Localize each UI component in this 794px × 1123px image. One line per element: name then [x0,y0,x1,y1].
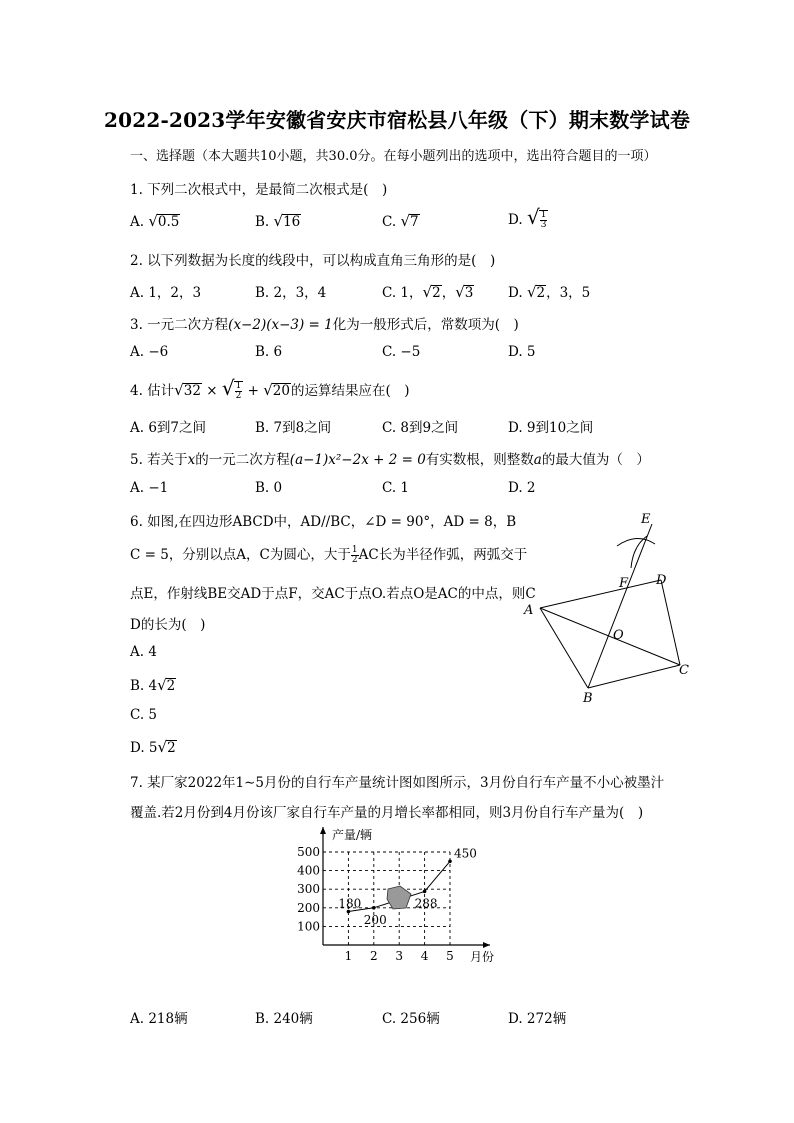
label-F: F [619,576,629,591]
option-label: C. [382,214,397,230]
sqrt-radicand: 32 [183,383,201,399]
label-E: E [641,512,651,527]
q1-option-b[interactable]: B. √16 [255,212,301,230]
q3-option-b[interactable]: B. 6 [255,344,283,360]
segment-DC [661,580,680,665]
question-6-line-1: 6. 如图,在四边形ABCD中，AD//BC，∠D = 90°，AD = 8，B [130,514,517,530]
variable: x [187,452,196,468]
label-B: B [583,691,593,706]
q4-option-d[interactable]: D. 9到10之间 [508,420,594,436]
stem-text: 3. 一元二次方程 [130,317,229,333]
sqrt-radicand: 20 [272,383,290,399]
stem-text: 化为一般形式后，常数项为( ) [332,317,519,333]
data-label: 450 [454,846,477,861]
stem-text: 的最大值为（ ） [541,452,650,468]
label-A: A [524,603,534,618]
question-7-line-1: 7. 某厂家2022年1∼5月份的自行车产量统计图如图所示，3月份自行车产量不小心被墨汁 [130,775,665,791]
label-O: O [613,628,624,643]
arc-2 [631,536,647,568]
q2-option-c[interactable]: C. 1，√2，√3 [382,283,474,301]
segment-AD [540,580,661,608]
x-axis-arrow-icon [483,942,490,948]
question-7-line-2: 覆盖.若2月份到4月份该厂家自行车产量的月增长率都相同，则3月份自行车产量为( ) [130,805,644,821]
sqrt-radicand: 7 [410,214,419,230]
y-tick-label: 100 [297,919,320,934]
y-axis-label: 产量/辆 [332,828,373,842]
data-point [423,890,427,894]
frac-den: 2 [235,391,242,401]
q5-option-c[interactable]: C. 1 [382,480,410,496]
question-6-line-3: 点E，作射线BE交AD于点F，交AC于点O.若点O是AC的中点，则C [130,586,536,602]
question-4-stem: 4. 估计√32 × √ $\frac{1}{2}$ + √20的运算结果应在( ) [130,376,410,401]
x-tick-label: 3 [395,949,404,963]
q3-option-c[interactable]: C. −5 [382,344,421,360]
production-line-chart [290,823,510,973]
stem-text: AC长为半径作弧，两弧交于 [358,547,528,563]
y-axis-arrow-icon [320,827,326,834]
x-tick-label: 4 [420,949,429,963]
equation: (x−2)(x−3) = 1 [228,317,333,333]
q1-option-a[interactable]: A. √0.5 [130,212,180,230]
q4-option-c[interactable]: C. 8到9之间 [382,420,459,436]
q6-option-a[interactable]: A. 4 [130,644,157,660]
sqrt-radicand: 3 [464,285,474,301]
ray-BE [588,524,652,688]
equation: (a−1)x²−2x + 2 = 0 [289,452,426,468]
question-3-stem [130,313,519,333]
q5-option-d[interactable]: D. 2 [508,480,536,496]
segment-BA [540,608,588,688]
section-heading: 一、选择题（本大题共10小题，共30.0分。在每小题列出的选项中，选出符合题目的一项） [130,149,657,164]
segment-CB [588,665,680,688]
operator: + [247,383,259,399]
option-label: B. [255,214,270,230]
x-axis-label: 月份 [470,950,495,964]
question-1-stem: 1. 下列二次根式中，是最简二次根式是( ) [130,182,388,198]
q2-option-a[interactable]: A. 1，2，3 [130,285,202,301]
q6-option-b[interactable]: B. 4√2 [130,676,176,694]
data-label: 180 [338,896,362,911]
q1-option-d[interactable]: D. √ $\frac{1}{3}$ [508,205,547,230]
x-tick-label: 5 [446,949,454,963]
option-text: C. 1， [382,285,423,301]
q6-option-d[interactable]: D. 5√2 [130,738,176,756]
y-tick-label: 200 [297,900,320,915]
data-point [448,860,452,864]
question-2-stem: 2. 以下列数据为长度的线段中，可以构成直角三角形的是( ) [130,253,496,269]
q4-option-a[interactable]: A. 6到7之间 [130,420,207,436]
q6-option-c[interactable]: C. 5 [130,707,158,723]
page-title: 2022-2023学年安徽省安庆市宿松县八年级（下）期末数学试卷 [103,108,691,132]
option-text: D. [508,285,527,301]
frac-num: 1 [351,545,358,555]
sqrt-radicand: 2 [536,285,546,301]
q7-option-a[interactable]: A. 218辆 [130,1011,188,1027]
q7-option-d[interactable]: D. 272辆 [508,1011,567,1027]
sqrt-radicand: 0.5 [157,214,180,230]
y-tick-label: 400 [297,863,320,878]
label-D: D [656,573,667,588]
label-C: C [679,663,689,678]
option-text: ，3，5 [546,285,591,301]
q1-option-c[interactable]: C. √7 [382,212,419,230]
x-tick-label: 1 [344,949,353,963]
q4-option-b[interactable]: B. 7到8之间 [255,420,332,436]
sqrt-radicand: 2 [166,678,176,694]
stem-text: 有实数根，则整数 [425,452,534,468]
stem-text: 5. 若关于 [130,452,188,468]
q7-option-c[interactable]: C. 256辆 [382,1011,440,1027]
data-point [372,906,376,910]
y-tick-label: 300 [297,882,320,897]
q5-option-a[interactable]: A. −1 [130,480,169,496]
sqrt-radicand: 16 [283,214,301,230]
sqrt-radicand: 2 [432,285,441,301]
arc-1 [617,538,655,546]
segment-AC [540,608,680,665]
frac-den: 2 [351,555,358,565]
variable: a [533,452,542,468]
q2-option-b[interactable]: B. 2，3，4 [255,285,327,301]
option-text: D. 5 [130,740,158,756]
q3-option-a[interactable]: A. −6 [130,344,169,360]
x-tick-label: 2 [369,949,378,963]
sqrt-radicand [539,210,549,230]
q5-option-b[interactable]: B. 0 [255,480,283,496]
q7-option-b[interactable]: B. 240辆 [255,1011,313,1027]
question-6-line-4: D的长为( ) [130,617,206,633]
frac-num: 1 [540,210,547,220]
question-6-line-2 [130,543,527,565]
data-label: 200 [363,912,387,927]
frac-num: 1 [235,381,242,391]
q2-option-d[interactable]: D. √2，3，5 [508,283,591,301]
option-label: D. [508,212,523,228]
q3-option-d[interactable]: D. 5 [508,344,536,360]
stem-text: 4. 估计 [130,383,175,399]
data-label: 288 [414,896,438,911]
separator: ， [441,285,456,301]
sqrt-radicand [234,381,244,401]
operator: × [206,383,218,399]
question-5-stem [130,448,650,468]
frac-den: 3 [540,220,547,230]
option-text: B. 4 [130,678,158,694]
y-tick-label: 500 [297,845,320,859]
stem-text: C = 5，分别以点A，C为圆心，大于 [130,547,351,563]
stem-text: 的一元二次方程 [195,452,290,468]
sqrt-radicand: 2 [167,740,176,756]
quadrilateral-figure [515,508,695,708]
stem-text: 的运算结果应在( ) [290,383,410,399]
option-label: A. [130,214,145,230]
